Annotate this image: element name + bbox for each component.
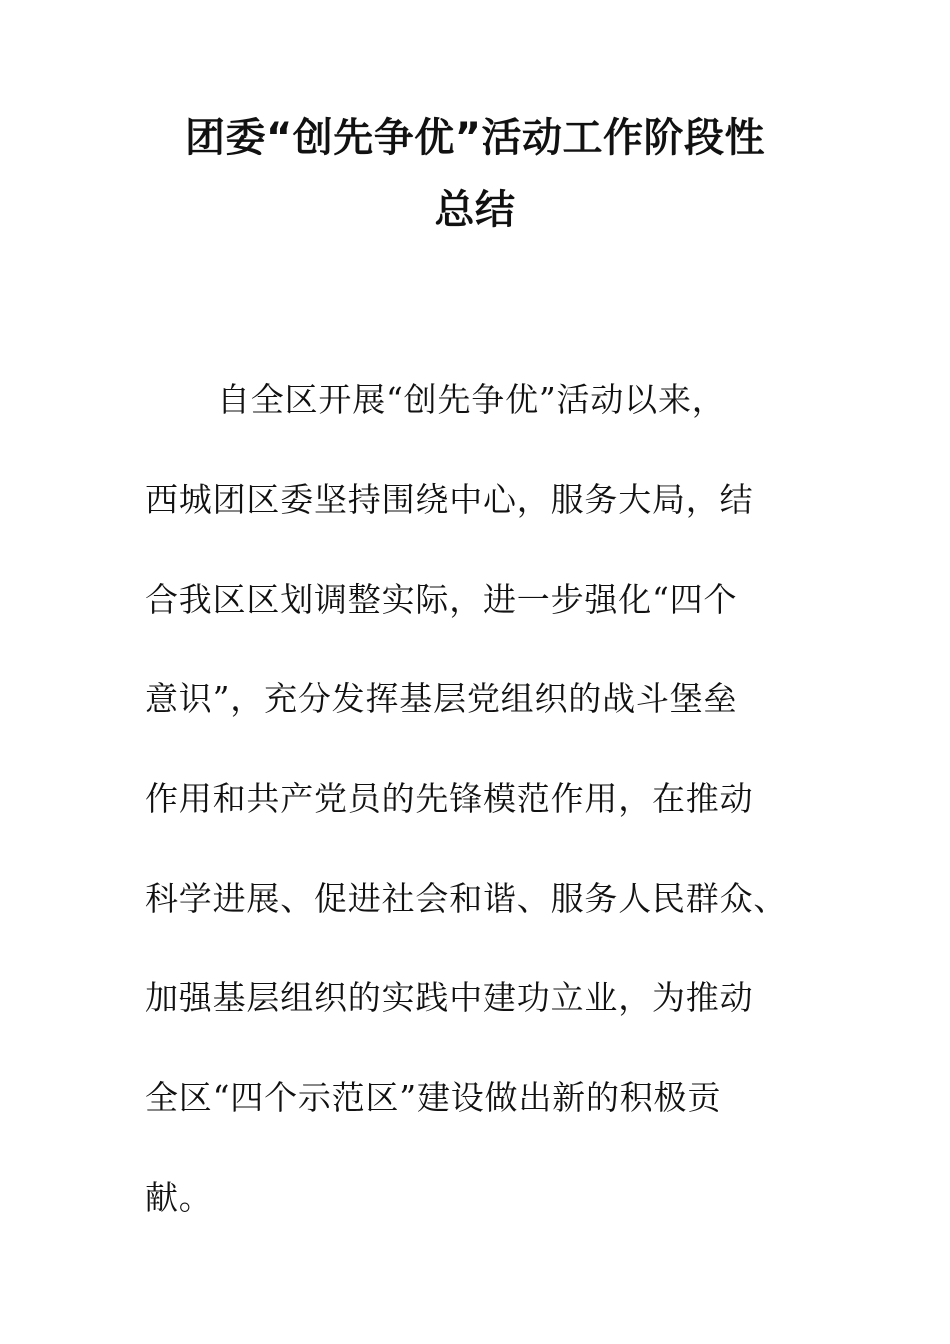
title-line-2: 总结: [434, 187, 516, 233]
document-title: [0, 115, 950, 233]
paragraph-line: 西城团区委坚持围绕中心，服务大局，结: [145, 480, 754, 519]
title-line-1: 团委“创先争优”活动工作阶段性: [184, 115, 766, 161]
paragraph-line: 全区“四个示范区”建设做出新的积极贡: [145, 1078, 722, 1117]
paragraph-line: 献。: [145, 1178, 213, 1217]
paragraph-line: 科学进展、促进社会和谐、服务人民群众、: [145, 879, 788, 918]
paragraph-line: 自全区开展“创先争优”活动以来，: [217, 380, 726, 419]
paragraph-line: 作用和共产党员的先锋模范作用，在推动: [145, 779, 754, 818]
paragraph-line: 意识”，充分发挥基层党组织的战斗堡垒: [145, 679, 738, 718]
paragraph-line: 加强基层组织的实践中建功立业，为推动: [145, 978, 754, 1017]
paragraph-line: 合我区区划调整实际，进一步强化“四个: [145, 580, 738, 619]
